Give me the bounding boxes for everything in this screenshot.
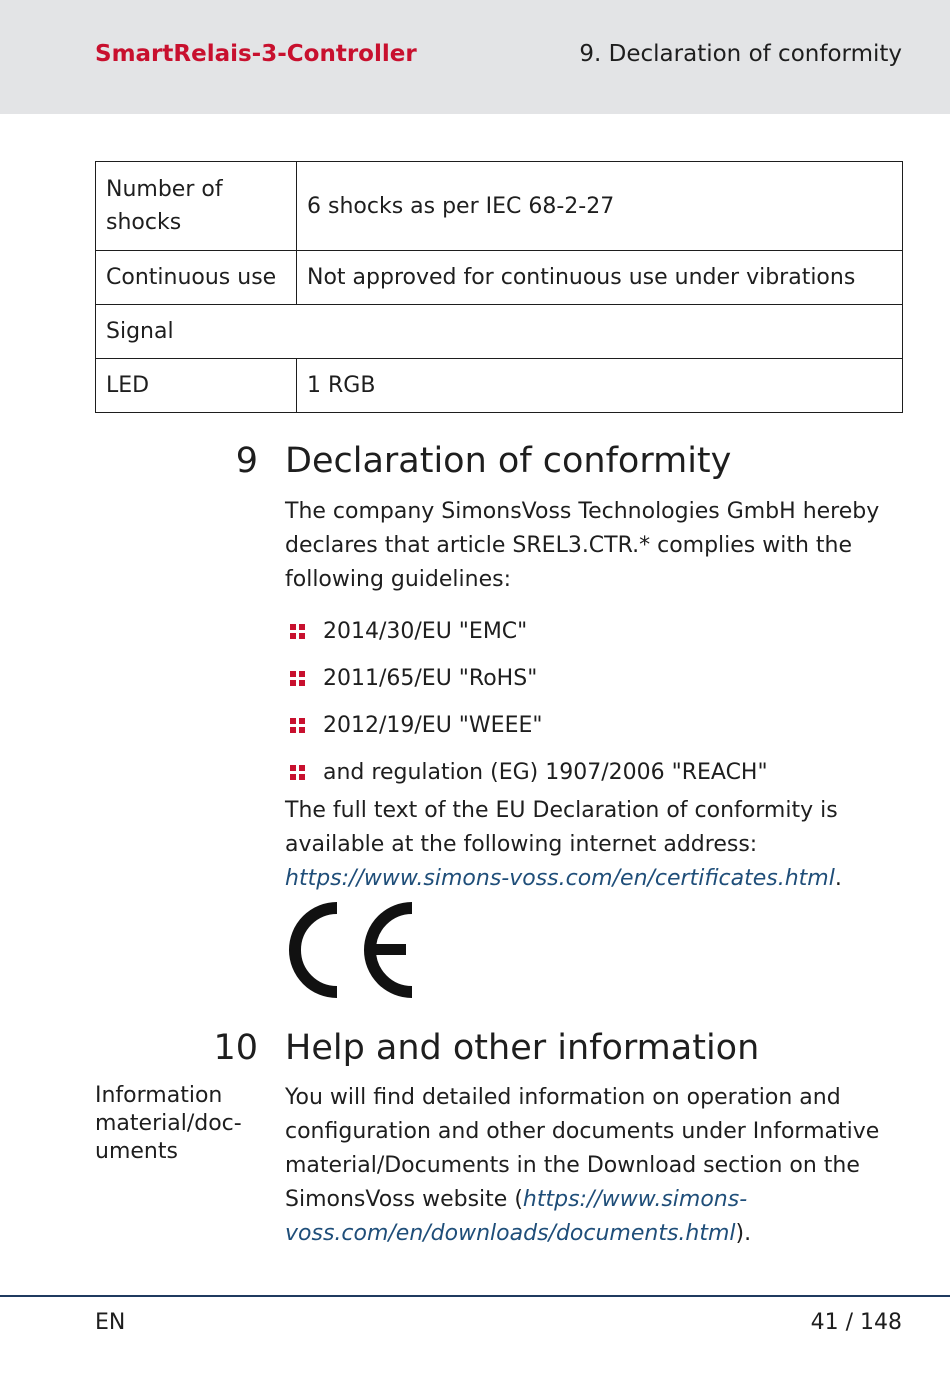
table-cell-value: 6 shocks as per IEC 68-2-27 — [297, 162, 903, 251]
guideline-text: 2014/30/EU "EMC" — [323, 618, 528, 644]
section-10-title: Help and other information — [285, 1028, 760, 1068]
page-header — [0, 0, 950, 114]
page-number: 41 / 148 — [810, 1310, 902, 1335]
table-row — [96, 305, 903, 359]
help-suffix: ). — [735, 1221, 752, 1246]
table-row — [96, 251, 903, 305]
section-9-number: 9 — [235, 441, 258, 481]
bullet-icon — [290, 671, 305, 686]
section-9-title: Declaration of conformity — [285, 441, 732, 481]
running-section-title: 9. Declaration of conformity — [579, 41, 902, 67]
product-name: SmartRelais-3-Controller — [95, 41, 417, 67]
ce-mark-icon — [284, 902, 416, 998]
specs-table — [95, 161, 903, 413]
bullet-icon — [290, 718, 305, 733]
conformity-intro: The company SimonsVoss Technologies GmbH hereby declares that article SREL3.CTR.* complies with the following guidelines: — [285, 499, 880, 592]
fulltext-suffix: . — [834, 866, 842, 891]
bullet-icon — [290, 624, 305, 639]
help-prefix: You will find detailed information on operation and configuration and other documents under Informative material/Documents in the Download section on the SimonsVoss website ( — [285, 1085, 880, 1212]
guideline-text: 2011/65/EU "RoHS" — [323, 665, 538, 691]
list-item — [290, 749, 768, 796]
guideline-text: 2012/19/EU "WEEE" — [323, 712, 543, 738]
fulltext-prefix: The full text of the EU Declaration of conformity is available at the following internet address: — [285, 798, 838, 857]
table-cell-key: Continuous use — [96, 251, 297, 305]
footer-divider — [0, 1295, 950, 1297]
help-paragraph — [285, 1081, 905, 1251]
table-row — [96, 359, 903, 413]
certificates-link[interactable]: https://www.simons-voss.com/en/certificates.html — [285, 866, 835, 891]
list-item — [290, 702, 768, 749]
table-cell-key: LED — [96, 359, 297, 413]
list-item — [290, 608, 768, 655]
table-cell-value: Not approved for continuous use under vibrations — [297, 251, 903, 305]
table-cell-value: 1 RGB — [297, 359, 903, 413]
table-cell-key: Number of shocks — [96, 162, 297, 251]
margin-note: Information material/documents — [95, 1083, 242, 1164]
fulltext-paragraph — [285, 794, 905, 896]
table-group-heading: Signal — [96, 305, 903, 359]
section-10-number: 10 — [213, 1028, 258, 1068]
bullet-icon — [290, 765, 305, 780]
list-item — [290, 655, 768, 702]
table-row — [96, 162, 903, 251]
documents-link[interactable]: https://www.simons-voss.com/en/downloads/documents.html — [285, 1187, 748, 1246]
guideline-text: and regulation (EG) 1907/2006 "REACH" — [323, 759, 768, 785]
guideline-list — [290, 608, 768, 796]
footer-language: EN — [95, 1310, 126, 1335]
